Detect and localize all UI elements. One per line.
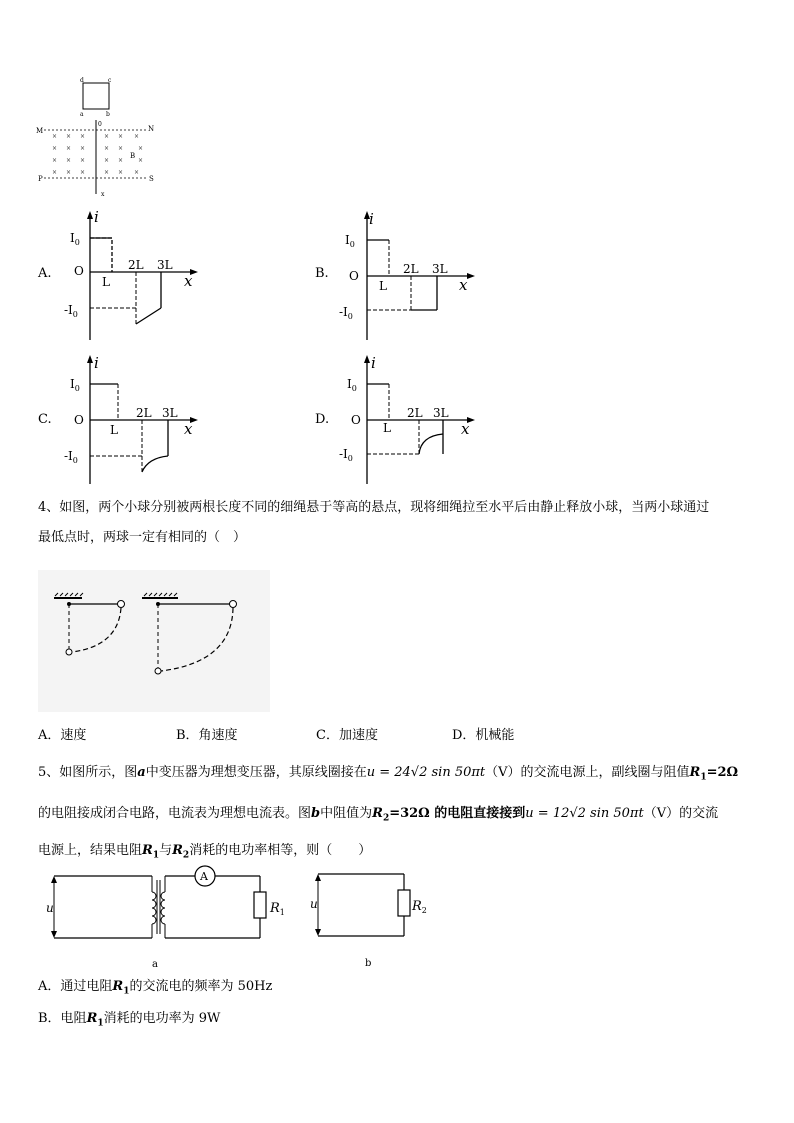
label-N: N bbox=[148, 125, 155, 133]
svg-text:×: × bbox=[80, 157, 86, 164]
label-x: x bbox=[184, 272, 193, 290]
label-L: L bbox=[379, 279, 387, 293]
graph-b bbox=[335, 208, 485, 348]
q4-option-b: B．角速度 bbox=[176, 728, 238, 743]
svg-text:×: × bbox=[134, 169, 140, 176]
circuit-b bbox=[306, 866, 426, 972]
q4-option-d: D．机械能 bbox=[452, 728, 515, 743]
option-d-letter: D. bbox=[315, 412, 330, 427]
q5-option-a: A．通过电阻$R_1$的交流电的频率为 50Hz bbox=[38, 979, 273, 997]
q4-line2: 最低点时，两球一定有相同的（ ） bbox=[38, 530, 247, 545]
graph-a bbox=[58, 208, 208, 348]
svg-text:×: × bbox=[80, 145, 86, 152]
svg-text:×: × bbox=[118, 133, 124, 140]
label-P: P bbox=[38, 175, 43, 183]
label-3L: 3L bbox=[157, 258, 173, 272]
svg-text:×: × bbox=[52, 133, 58, 140]
label-x: x bbox=[461, 420, 470, 438]
option-a-letter: A. bbox=[38, 266, 52, 281]
svg-text:×: × bbox=[66, 157, 72, 164]
label-O: O bbox=[74, 413, 84, 427]
formula-secondary: u = 12√2 sin 50πt bbox=[525, 806, 644, 821]
resistor-r1-label: $R_1$ bbox=[270, 901, 285, 917]
option-b-letter: B. bbox=[315, 266, 329, 281]
svg-text:×: × bbox=[80, 133, 86, 140]
label-O: O bbox=[349, 269, 359, 283]
graph-d bbox=[335, 352, 485, 492]
svg-text:×: × bbox=[104, 133, 110, 140]
svg-text:×: × bbox=[52, 169, 58, 176]
resistor-r2-label: $R_2$ bbox=[412, 899, 427, 915]
svg-text:×: × bbox=[66, 133, 72, 140]
label-B: B bbox=[130, 152, 136, 160]
svg-text:×: × bbox=[118, 169, 124, 176]
label-minus-I0: $-I_0$ bbox=[64, 449, 78, 465]
square-loop bbox=[83, 83, 109, 109]
resistor-r1 bbox=[254, 892, 266, 918]
label-minus-I0: $-I_0$ bbox=[64, 303, 78, 319]
svg-text:×: × bbox=[104, 145, 110, 152]
label-I0: $I_0$ bbox=[345, 233, 355, 249]
label-2L: 2L bbox=[407, 406, 423, 420]
label-3L: 3L bbox=[432, 262, 448, 276]
current-curve bbox=[90, 238, 112, 272]
label-minus-I0: $-I_0$ bbox=[339, 305, 353, 321]
graph-c bbox=[58, 352, 208, 492]
q4-option-a: A．速度 bbox=[38, 728, 87, 743]
svg-text:×: × bbox=[104, 157, 110, 164]
label-origin: 0 bbox=[98, 121, 102, 128]
svg-text:×: × bbox=[104, 169, 110, 176]
label-I0: $I_0$ bbox=[70, 231, 80, 247]
label-2L: 2L bbox=[128, 258, 144, 272]
label-b: b bbox=[106, 111, 110, 118]
circuit-a-caption: a bbox=[152, 959, 158, 970]
label-I0: $I_0$ bbox=[70, 377, 80, 393]
q5-option-b: B．电阻$R_1$消耗的电功率为 9W bbox=[38, 1011, 221, 1029]
circuit-a bbox=[40, 866, 290, 972]
label-x: x bbox=[184, 420, 193, 438]
label-2L: 2L bbox=[403, 262, 419, 276]
resistor-r2 bbox=[398, 890, 410, 916]
label-x: x bbox=[101, 191, 105, 198]
q4-option-c: C．加速度 bbox=[316, 728, 378, 743]
label-d: d bbox=[80, 77, 84, 84]
svg-text:×: × bbox=[52, 145, 58, 152]
svg-text:×: × bbox=[134, 133, 140, 140]
q4-line1: 4、如图，两个小球分别被两根长度不同的细绳悬于等高的悬点，现将细绳拉至水平后由静止释放小球，当两小球通过 bbox=[38, 500, 710, 515]
circuit-b-caption: b bbox=[365, 958, 372, 969]
label-3L: 3L bbox=[162, 406, 178, 420]
label-minus-I0: $-I_0$ bbox=[339, 447, 353, 463]
y-arrow bbox=[87, 211, 93, 219]
magnetic-field-figure bbox=[30, 72, 170, 200]
q5-line1: 5、如图所示，图a中变压器为理想变压器，其原线圈接在u = 24√2 sin 50πt（V）的交流电源上，副线圈与阻值$R_1=2\Omega$ bbox=[38, 765, 739, 783]
label-x: x bbox=[459, 276, 468, 294]
label-2L: 2L bbox=[136, 406, 152, 420]
label-3L: 3L bbox=[433, 406, 449, 420]
label-I0: $I_0$ bbox=[347, 377, 357, 393]
label-O: O bbox=[351, 413, 361, 427]
svg-text:×: × bbox=[118, 145, 124, 152]
label-L: L bbox=[383, 421, 391, 435]
voltage-label-u: u bbox=[310, 897, 318, 911]
svg-text:×: × bbox=[52, 157, 58, 164]
label-a: a bbox=[80, 111, 84, 118]
pendulum-figure bbox=[38, 570, 270, 712]
svg-text:×: × bbox=[80, 169, 86, 176]
svg-text:×: × bbox=[66, 169, 72, 176]
label-M: M bbox=[36, 127, 44, 135]
formula-primary: u = 24√2 sin 50πt bbox=[366, 765, 486, 780]
q5-line3: 电源上，结果电阻$R_1$与$R_2$消耗的电功率相等，则（ ） bbox=[38, 843, 372, 861]
axis-label-i: i bbox=[94, 208, 99, 226]
svg-text:×: × bbox=[138, 145, 144, 152]
option-c-letter: C. bbox=[38, 412, 52, 427]
axis-label-i: i bbox=[371, 354, 376, 372]
label-L: L bbox=[102, 275, 110, 289]
label-L: L bbox=[110, 423, 118, 437]
svg-text:×: × bbox=[118, 157, 124, 164]
voltage-label-u: u bbox=[46, 901, 54, 915]
svg-text:×: × bbox=[138, 157, 144, 164]
axis-label-i: i bbox=[369, 210, 374, 228]
ammeter-label: A bbox=[200, 870, 208, 883]
label-S: S bbox=[149, 175, 154, 183]
q5-line2: 的电阻接成闭合电路，电流表为理想电流表。图b中阻值为$R_2=32\Omega$ 的电阻直接接到u = 12√2 sin 50πt（V）的交流 bbox=[38, 806, 719, 824]
label-O: O bbox=[74, 264, 84, 278]
axis-label-i: i bbox=[94, 354, 99, 372]
label-c: c bbox=[108, 77, 112, 84]
svg-text:×: × bbox=[66, 145, 72, 152]
